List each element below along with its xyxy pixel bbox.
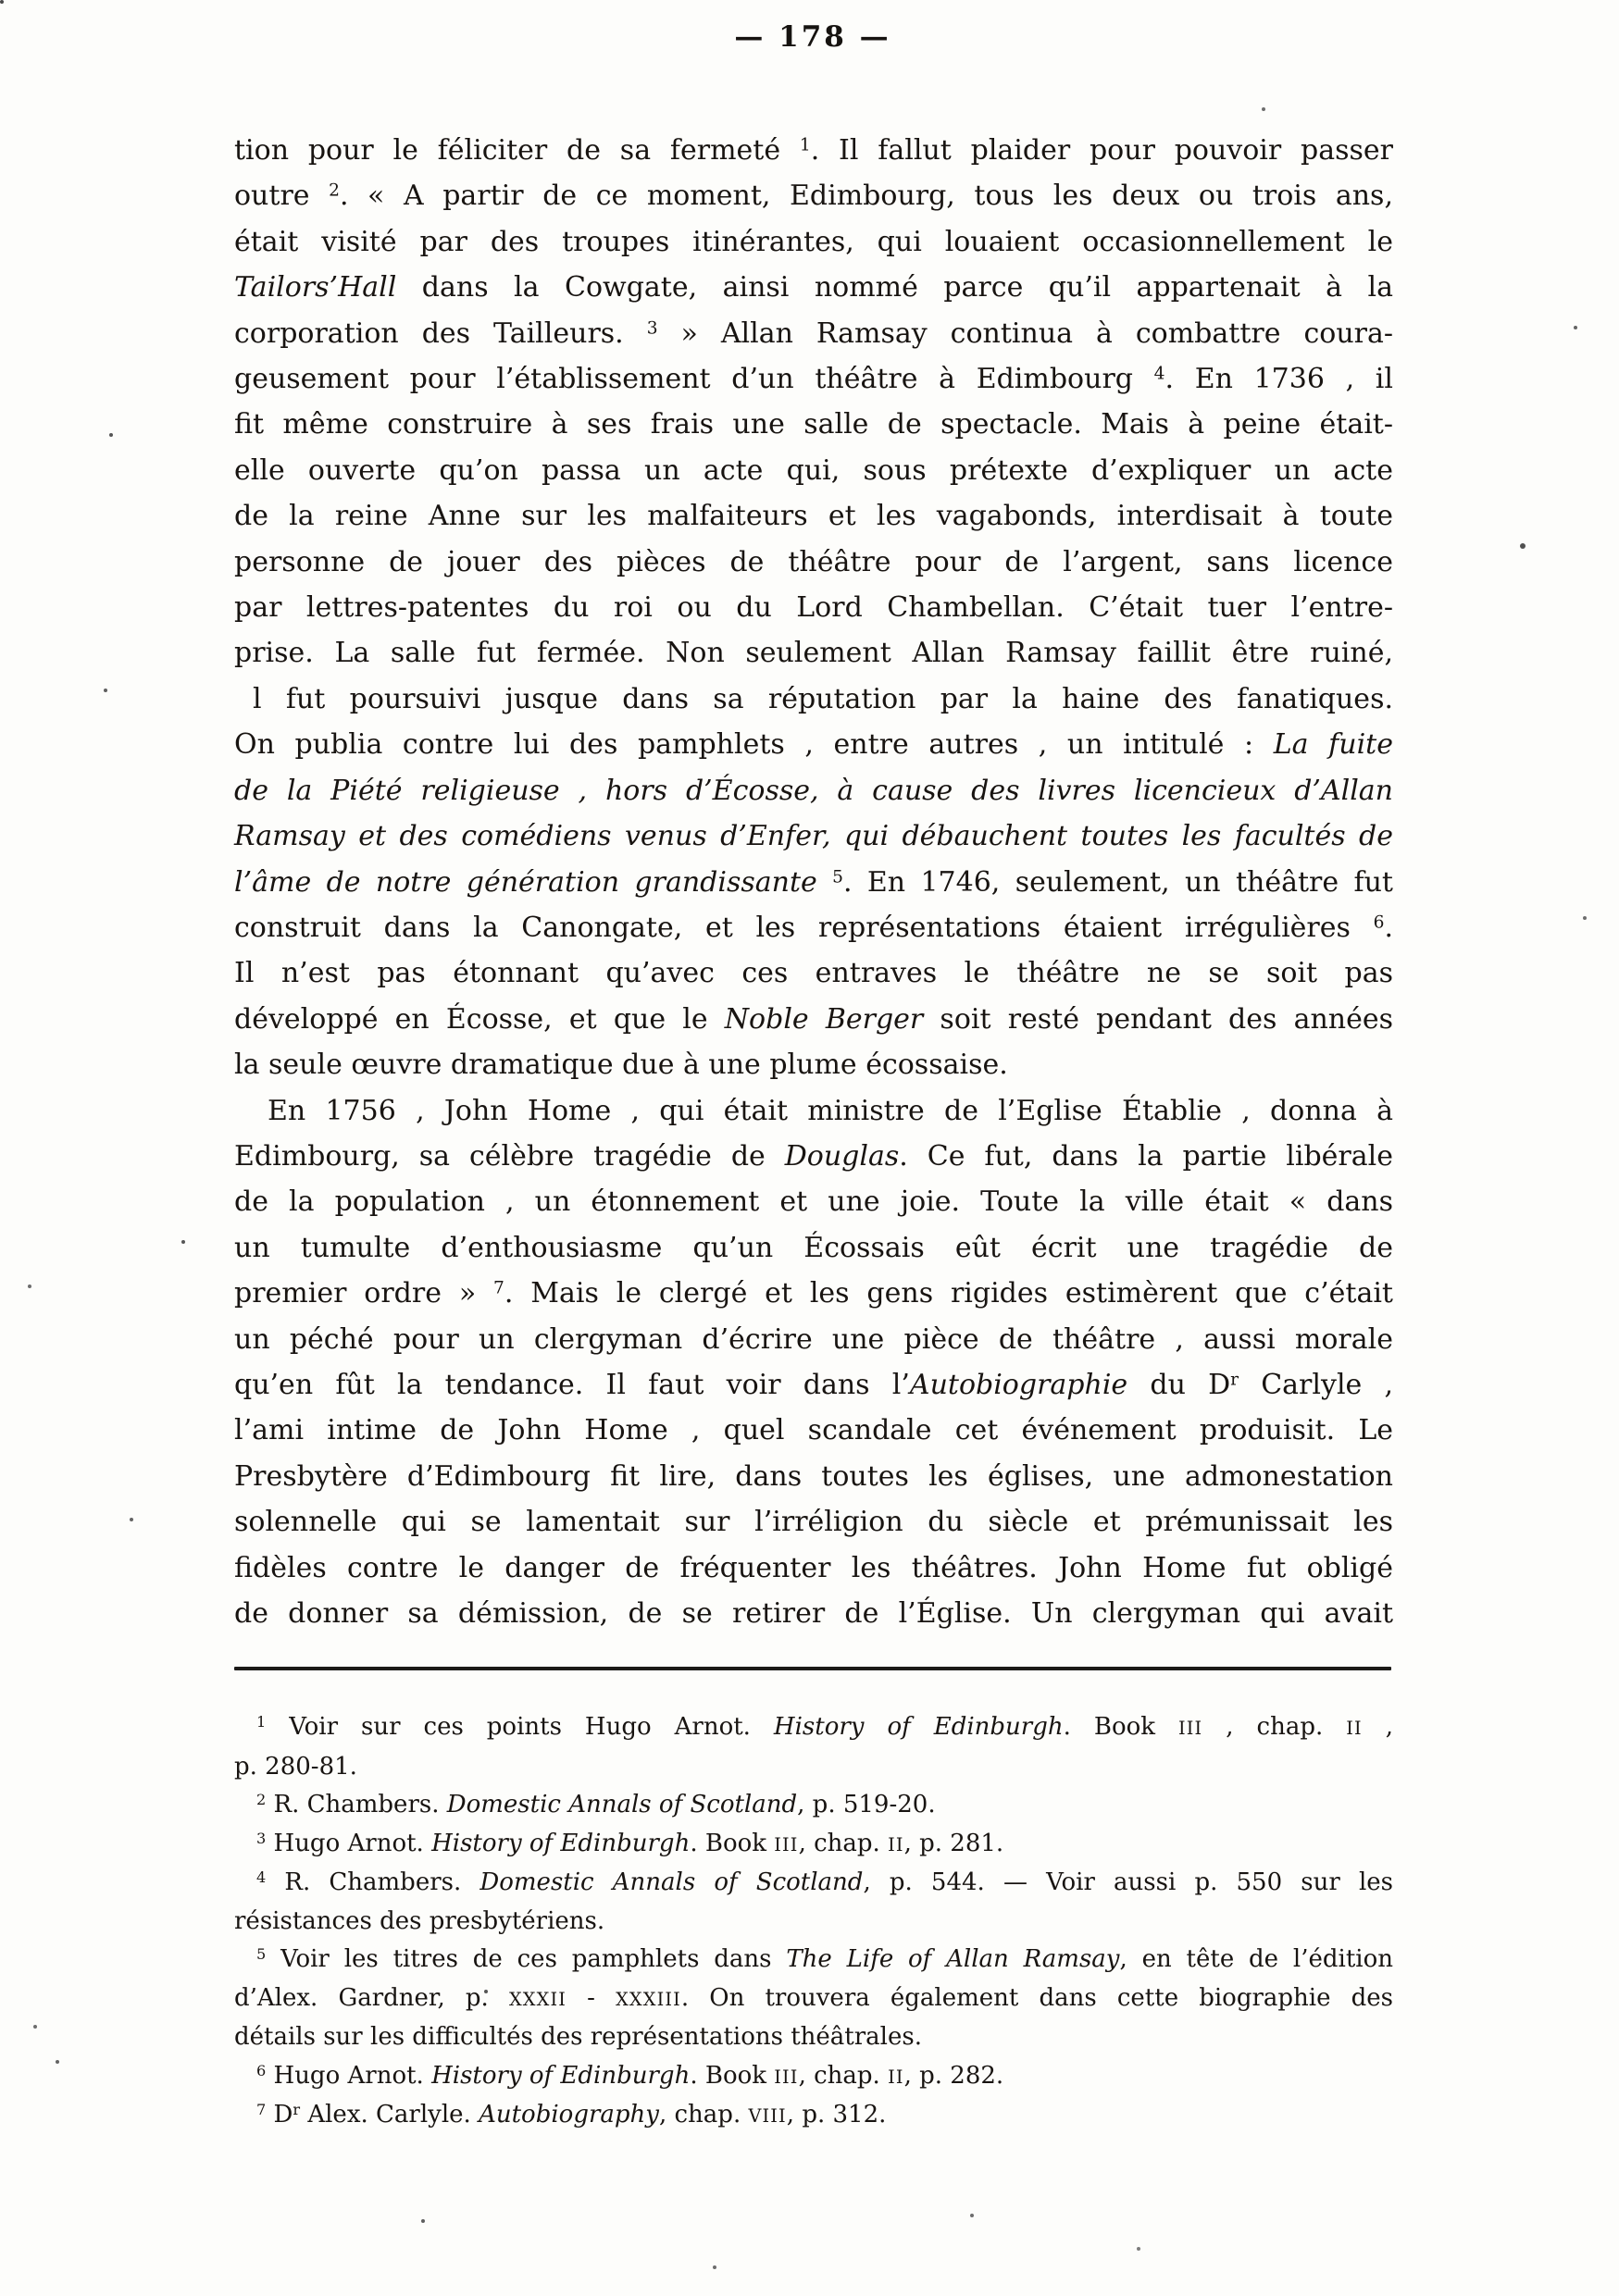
text-segment: Hugo Arnot. (266, 1829, 432, 1857)
text-line (234, 1545, 1393, 1591)
text-segment: Domestic Annals of Scotland (446, 1791, 798, 1818)
text-line (234, 265, 1393, 310)
text-segment: construit dans la Canongate, et les représentations étaient irrégulières (234, 911, 1374, 944)
text-line (234, 676, 1393, 722)
footnote-marker: r (293, 2100, 301, 2118)
text-segment: solennelle qui se lamentait sur l’irréligion du siècle et prémunissait les (234, 1506, 1393, 1539)
text-line (234, 1317, 1393, 1362)
text-line (234, 1271, 1393, 1316)
footnote-marker: 7 (256, 2100, 267, 2118)
text-segment: . Book (690, 2061, 775, 2090)
text-segment: Edimbourg, sa célèbre tragédie de (234, 1139, 785, 1173)
text-line (234, 540, 1393, 585)
footnote-marker: 6 (256, 2061, 267, 2079)
text-segment: . « A partir de ce moment, Edimbourg, tous les deux ou trois ans, (339, 180, 1393, 213)
text-line (234, 1408, 1393, 1453)
text-line (234, 997, 1393, 1042)
text-line (234, 219, 1393, 265)
text-line (234, 1748, 1393, 1787)
text-segment: dans la Cowgate, ainsi nommé parce qu’il appartenait à la (396, 271, 1393, 304)
text-segment: d’Alex. Gardner, p. (234, 1983, 509, 2012)
text-segment: Douglas (784, 1139, 900, 1173)
page-number: — 178 — (734, 20, 891, 54)
text-segment: un péché pour un clergyman d’écrire une pièce de théâtre , aussi morale (234, 1322, 1393, 1356)
text-segment: . En 1736 , il (1164, 363, 1393, 396)
text-segment: XXXII (508, 1988, 567, 2010)
footnote-marker: 2 (256, 1790, 267, 1808)
text-line (234, 905, 1393, 950)
footnote-marker: 1 (799, 135, 811, 155)
text-line (234, 1179, 1393, 1224)
footnote-marker: 7 (493, 1278, 504, 1298)
text-segment: soit resté pendant des années (923, 1002, 1393, 1036)
text-segment: Autobiographie (909, 1368, 1128, 1401)
text-segment: elle ouverte qu’on passa un acte qui, sous prétexte d’expliquer un acte (234, 453, 1393, 487)
text-segment: p. 280-81. (234, 1752, 357, 1781)
text-segment: Autobiography (479, 2101, 659, 2128)
scan-speck-artifacts (0, 0, 4, 4)
text-line (234, 311, 1393, 356)
footnote-marker: 5 (256, 1944, 267, 1963)
text-segment: D (266, 2101, 293, 2128)
text-segment: outre (234, 180, 330, 213)
text-segment: geusement pour l’établissement d’un théâtre à Edimbourg (234, 363, 1154, 396)
text-segment: résistances des presbytériens. (234, 1906, 605, 1935)
text-segment: Tailors’Hall (234, 271, 397, 304)
text-line (234, 128, 1393, 173)
text-segment: - (567, 1983, 616, 2012)
text-segment: History of Edinburgh (431, 1829, 691, 1857)
text-line (234, 448, 1393, 493)
text-segment: En 1756 , John Home , qui était ministre de l’Eglise Établie , donna à (268, 1094, 1393, 1127)
text-segment: , p. 544. — Voir aussi p. 550 sur les (863, 1868, 1393, 1896)
text-segment: R. Chambers. (266, 1791, 447, 1818)
text-segment: II (888, 1833, 904, 1855)
text-segment: , p. 281. (903, 1829, 1004, 1857)
text-line (234, 1088, 1393, 1134)
text-line (234, 1225, 1393, 1271)
footnote-marker: 5 (832, 867, 843, 887)
text-segment: l fut poursuivi jusque dans sa réputation par la haine des fanatiques. (253, 682, 1393, 715)
text-segment: de la Piété religieuse , hors d’Écosse, à cause des livres licencieux d’Allan (234, 774, 1393, 807)
text-segment: , p. 312. (786, 2101, 887, 2128)
text-segment: Alex. Carlyle. (300, 2101, 479, 2128)
text-segment: la seule œuvre dramatique due à une plume écossaise. (234, 1049, 1008, 1082)
footnotes (234, 1708, 1393, 2136)
text-segment: III (774, 1833, 799, 1855)
text-line (234, 585, 1393, 630)
text-segment: de donner sa démission, de se retirer de l’Église. Un clergyman qui avait (234, 1597, 1393, 1630)
text-line (234, 630, 1393, 676)
text-line (234, 860, 1393, 905)
text-segment: par lettres-patentes du roi ou du Lord Chambellan. C’était tuer l’entre- (234, 591, 1393, 625)
text-line (234, 1980, 1393, 2019)
text-segment: personne de jouer des pièces de théâtre pour de l’argent, sans licence (234, 545, 1393, 578)
text-segment: détails sur les difficultés des représentations théâtrales. (234, 2023, 922, 2051)
text-line (234, 1864, 1393, 1903)
text-segment: III (774, 2066, 799, 2088)
footnote-marker: 4 (1153, 364, 1165, 384)
text-segment: On publia contre lui des pamphlets , entre autres , un intitulé : (234, 728, 1274, 762)
text-segment: Presbytère d’Edimbourg fit lire, dans toutes les églises, une admonestation (234, 1459, 1393, 1493)
text-segment: était visité par des troupes itinérantes, qui louaient occasionnellement le (234, 225, 1393, 258)
text-segment: corporation des Tailleurs. (234, 316, 647, 350)
text-line (234, 1499, 1393, 1545)
text-segment: . Mais le clergé et les gens rigides estimèrent que c’était (504, 1277, 1393, 1310)
text-segment: , en tête de l’édition (1119, 1945, 1393, 1973)
footnote-marker: 4 (256, 1868, 267, 1886)
text-line (234, 1591, 1393, 1636)
text-segment: , p. 519-20. (797, 1791, 936, 1818)
text-segment: fit même construire à ses frais une salle de spectacle. Mais à peine était- (234, 408, 1393, 441)
text-line (234, 2096, 1393, 2136)
text-segment: l’ami intime de John Home , quel scandale cet événement produisit. Le (234, 1414, 1393, 1447)
text-segment: Noble Berger (724, 1002, 924, 1036)
footnote-marker: 1 (256, 1712, 267, 1731)
text-segment: II (1346, 1718, 1363, 1739)
text-segment: , chap. (1202, 1713, 1347, 1741)
text-segment: , chap. (798, 1829, 889, 1857)
text-segment: Ramsay et des comédiens venus d’Enfer, qui débauchent toutes les facultés de (234, 820, 1393, 853)
text-line (234, 1903, 1393, 1942)
text-line (234, 722, 1393, 767)
text-segment: Carlyle , (1239, 1368, 1394, 1401)
text-line (234, 813, 1393, 859)
text-segment: fidèles contre le danger de fréquenter les théâtres. John Home fut obligé (234, 1551, 1393, 1584)
text-segment: . (1384, 911, 1393, 944)
text-segment: de la reine Anne sur les malfaiteurs et les vagabonds, interdisait à toute (234, 500, 1393, 533)
text-line (234, 1454, 1393, 1499)
text-segment: qu’en fût la tendance. Il faut voir dans l’ (234, 1368, 910, 1401)
text-segment: The Life of Allan Ramsay (786, 1945, 1120, 1973)
text-segment: History of Edinburgh (431, 2061, 691, 2090)
text-segment: . Ce fut, dans la partie libérale (899, 1139, 1393, 1173)
text-segment: , chap. (798, 2061, 889, 2090)
footnote-marker: r (1230, 1370, 1239, 1390)
text-segment: . Il fallut plaider pour pouvoir passer (810, 134, 1393, 167)
text-line (234, 356, 1393, 402)
text-segment: l’âme de notre génération grandissante (234, 865, 817, 899)
footnote-marker: 2 (329, 181, 340, 202)
text-segment (817, 866, 832, 899)
footnote-marker: 3 (256, 1829, 267, 1847)
text-segment: Voir sur ces points Hugo Arnot. (266, 1713, 774, 1741)
text-segment: premier ordre » (234, 1277, 494, 1310)
text-segment: History of Edinburgh (773, 1713, 1064, 1741)
text-line (234, 950, 1393, 996)
text-segment: développé en Écosse, et que le (234, 1002, 725, 1036)
text-line (234, 2057, 1393, 2097)
text-segment: III (1178, 1718, 1203, 1739)
text-segment: II (888, 2066, 904, 2088)
footnote-rule (234, 1667, 1391, 1670)
text-line (234, 1941, 1393, 1980)
text-segment: , (1362, 1713, 1393, 1741)
footnote-marker: 6 (1373, 912, 1385, 933)
text-segment: » Allan Ramsay continua à combattre coura- (657, 316, 1393, 350)
text-segment: Hugo Arnot. (266, 2061, 432, 2090)
text-line (234, 768, 1393, 813)
text-segment: de la population , un étonnement et une joie. Toute la ville était « dans (234, 1185, 1393, 1219)
text-segment: tion pour le féliciter de sa fermeté (234, 134, 800, 167)
text-segment: La fuite (1273, 728, 1393, 762)
text-line (234, 1708, 1393, 1748)
text-segment: . On trouvera également dans cette biographie des (680, 1983, 1393, 2012)
text-segment: . Book (1063, 1713, 1179, 1741)
text-line (234, 2018, 1393, 2057)
text-segment: un tumulte d’enthousiasme qu’un Écossais eût écrit une tragédie de (234, 1231, 1393, 1264)
text-line (234, 1042, 1393, 1087)
text-line (234, 402, 1393, 447)
text-segment: . Book (690, 1829, 775, 1857)
text-segment: , chap. (658, 2101, 749, 2128)
text-segment: Il n’est pas étonnant qu’avec ces entraves le théâtre ne se soit pas (234, 957, 1393, 990)
text-segment: VIII (748, 2105, 787, 2127)
text-segment: R. Chambers. (266, 1868, 480, 1896)
text-line (234, 1134, 1393, 1179)
text-segment: du D (1127, 1368, 1231, 1401)
text-segment: Domestic Annals of Scotland (479, 1868, 864, 1896)
text-line (234, 1786, 1393, 1825)
text-segment: , p. 282. (903, 2061, 1004, 2090)
body-text (234, 128, 1393, 1636)
text-line (234, 173, 1393, 218)
text-segment: XXXIII (616, 1988, 681, 2010)
text-line (234, 1362, 1393, 1408)
text-segment: . En 1746, seulement, un théâtre fut (842, 865, 1393, 899)
text-line (234, 493, 1393, 539)
footnote-marker: 3 (646, 318, 658, 339)
text-segment: Voir les titres de ces pamphlets dans (266, 1945, 787, 1973)
text-segment: prise. La salle fut fermée. Non seulement Allan Ramsay faillit être ruiné, (234, 637, 1393, 670)
text-line (234, 1825, 1393, 1865)
